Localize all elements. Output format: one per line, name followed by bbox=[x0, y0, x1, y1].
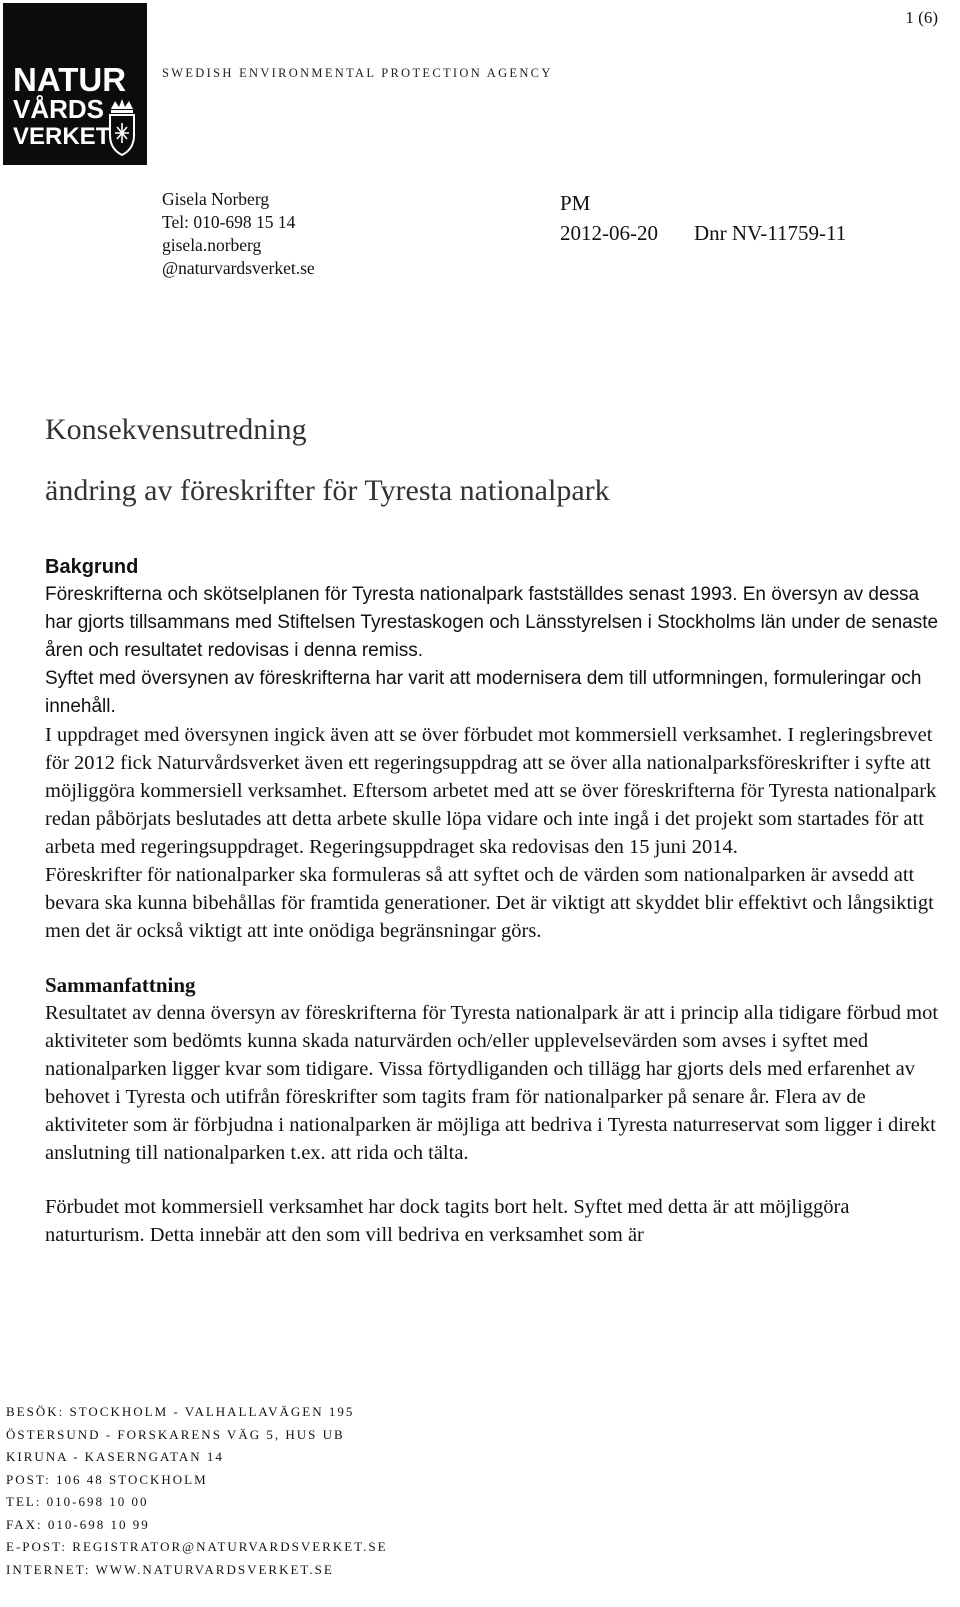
memo-block bbox=[560, 188, 846, 248]
logo-line-1: NATUR bbox=[13, 61, 127, 98]
footer-line: INTERNET: WWW.NATURVARDSVERKET.SE bbox=[6, 1561, 334, 1577]
document-title: Konsekvensutredning bbox=[45, 413, 307, 446]
memo-type: PM bbox=[560, 191, 591, 215]
footer-line: ÖSTERSUND - FORSKARENS VÄG 5, HUS UB bbox=[6, 1426, 345, 1442]
sender-name: Gisela Norberg bbox=[162, 189, 270, 209]
heading-bakgrund: Bakgrund bbox=[45, 556, 139, 578]
agency-name: SWEDISH ENVIRONMENTAL PROTECTION AGENCY bbox=[162, 66, 553, 80]
memo-dnr: Dnr NV-11759-11 bbox=[694, 221, 847, 245]
heading-sammanfattning: Sammanfattning bbox=[45, 973, 196, 997]
section-bakgrund-intro bbox=[45, 553, 945, 721]
paragraph: Föreskrifter för nationalparker ska formuleras så att syftet och de värden som nationalparken är avsedd att bevara ska kunna bibehållas för framtida generationer. Det är viktigt att skyddet blir effektivt och långsiktigt men det är också viktigt att inte onödiga begränsningar görs. bbox=[45, 864, 934, 942]
section-sammanfattning bbox=[45, 971, 945, 1249]
page-number: 1 (6) bbox=[905, 8, 938, 27]
memo-date: 2012-06-20 bbox=[560, 221, 658, 245]
logo-line-2: VÅRDS bbox=[13, 94, 105, 124]
sender-email-line-1: gisela.norberg bbox=[162, 235, 262, 255]
footer-line: KIRUNA - KASERNGATAN 14 bbox=[6, 1449, 224, 1464]
logo-line-3: VERKET bbox=[13, 123, 111, 150]
document-body bbox=[45, 553, 945, 1249]
sender-block bbox=[162, 188, 315, 280]
section-bakgrund-rest bbox=[45, 721, 945, 945]
paragraph: I uppdraget med översynen ingick även att se över förbudet mot kommersiell verksamhet. I regleringsbrevet för 2012 fick Naturvårdsverket även ett regeringsuppdrag att se över alla nationalparksföreskrifter i syfte att möjliggöra kommersiell verksamhet. Eftersom arbetet med att se över föreskrifterna för Tyresta nationalpark redan påbörjats beslutades att detta arbete skulle löpa vidare och inte ingå i det projekt som startades för att arbeta med regeringsuppdraget. Regeringsuppdraget ska redovisas den 15 juni 2014. bbox=[45, 724, 937, 858]
paragraph: Resultatet av denna översyn av föreskrifterna för Tyresta nationalpark är att i princip alla tidigare förbud mot aktiviteter som bedömts kunna skada naturvärden och/eller upplevelsevärden som avses i syftet med nationalparken ligger kvar som tidigare. Vissa förtydliganden och tillägg har gjorts dels med erfarenhet av behovet i Tyresta och utifrån föreskrifter som tagits fram för nationalparker på senare år. Flera av de aktiviteter som är förbjudna i nationalparken är möjliga att bedriva i Tyresta naturreservat som ligger i direkt anslutning till nationalparken t.ex. att rida och tälta. bbox=[45, 1002, 939, 1164]
spacer bbox=[45, 945, 945, 971]
document-subtitle: ändring av föreskrifter för Tyresta nationalpark bbox=[45, 474, 610, 507]
sender-email-line-2: @naturvardsverket.se bbox=[162, 258, 315, 278]
memo-date-row bbox=[560, 218, 846, 248]
address-footer bbox=[6, 1401, 388, 1581]
footer-line: TEL: 010-698 10 00 bbox=[6, 1494, 149, 1509]
spacer bbox=[45, 1167, 945, 1193]
paragraph: Förbudet mot kommersiell verksamhet har dock tagits bort helt. Syftet med detta är att möjliggöra naturturism. Detta innebär att den som vill bedriva en verksamhet som är bbox=[45, 1196, 850, 1246]
naturvardsverket-logo bbox=[3, 3, 147, 165]
footer-line: POST: 106 48 STOCKHOLM bbox=[6, 1471, 208, 1487]
crown-shield-icon bbox=[107, 99, 137, 157]
footer-line: E-POST: REGISTRATOR@NATURVARDSVERKET.SE bbox=[6, 1539, 388, 1554]
footer-line: FAX: 010-698 10 99 bbox=[6, 1516, 150, 1532]
paragraph: Föreskrifterna och skötselplanen för Tyresta nationalpark fastställdes senast 1993. En översyn av dessa har gjorts tillsammans med Stiftelsen Tyrestaskogen och Länsstyrelsen i Stockholms län under de senaste åren och resultatet redovisas i denna remiss. bbox=[45, 584, 939, 661]
sender-tel: Tel: 010-698 15 14 bbox=[162, 212, 296, 232]
paragraph: Syftet med översynen av föreskrifterna har varit att modernisera dem till utformningen, formuleringar och innehåll. bbox=[45, 668, 922, 717]
footer-line: BESÖK: STOCKHOLM - VALHALLAVÄGEN 195 bbox=[6, 1404, 355, 1419]
